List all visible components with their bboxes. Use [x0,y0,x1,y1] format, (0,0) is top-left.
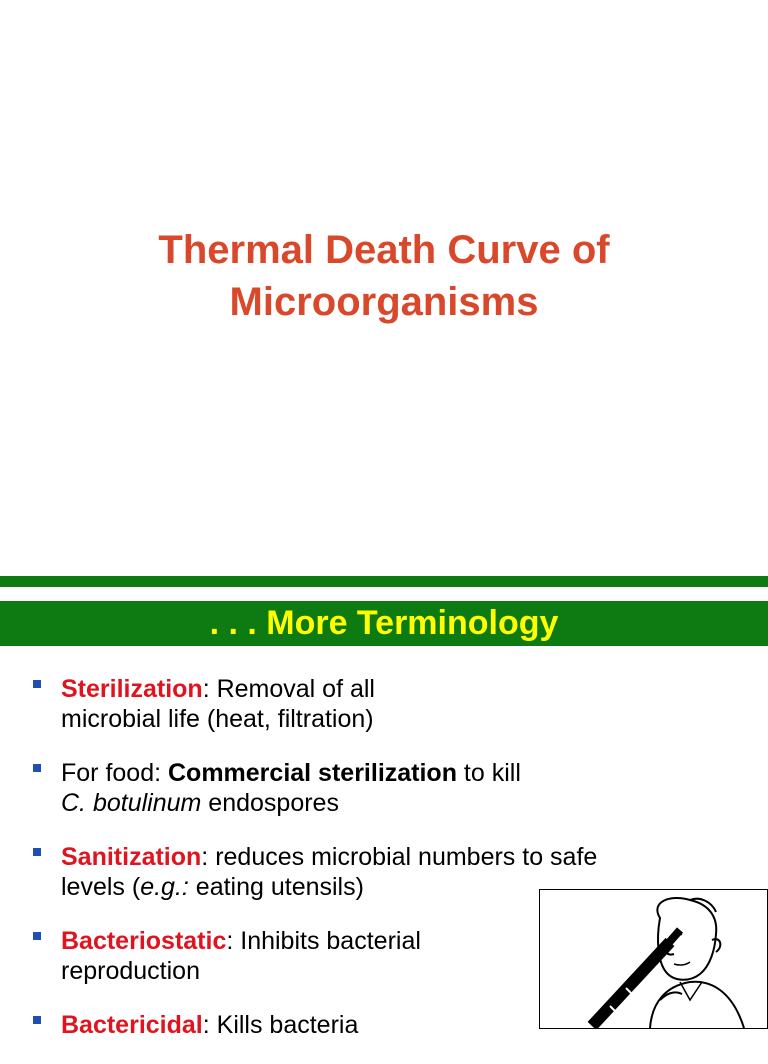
cartoon-man-with-telescope-illustration [539,889,768,1029]
term-sterilization: Sterilization [61,675,203,703]
slide-title [0,224,768,328]
list-item-commercial-sterilization [33,758,733,818]
definition-text: microbial life (heat, filtration) [61,705,374,733]
term-sanitization: Sanitization [61,843,202,871]
term-commercial-sterilization: Commercial sterilization [168,759,457,787]
definition-text: levels ( [61,873,141,901]
green-divider [0,576,768,587]
term-bactericidal: Bactericidal [61,1011,203,1039]
definition-text: eating utensils) [188,873,364,901]
organism-name: C. botulinum [61,789,202,817]
example-abbrev: e.g.: [140,873,189,901]
definition-text: reproduction [61,957,200,985]
terminology-header: . . . More Terminology [209,604,559,642]
definition-text: : Removal of all [202,675,375,703]
definition-text: : Inhibits bacterial [226,927,421,955]
definition-text: : reduces microbial numbers to safe [201,843,598,871]
definition-text: to kill [456,759,521,787]
bullet-square-icon [33,932,41,940]
term-bacteriostatic: Bacteriostatic [61,927,227,955]
cartoon-drawing [540,890,767,1028]
bullet-square-icon [33,680,41,688]
slide-title-line-1: Thermal Death Curve of [158,228,610,272]
bullet-square-icon [33,764,41,772]
definition-text: : Kills bacteria [202,1011,359,1039]
slide-title-line-2: Microorganisms [229,280,539,324]
terminology-header-bar [0,601,768,646]
definition-text: For food: [61,759,168,787]
definition-text: endospores [201,789,339,817]
bullet-square-icon [33,1016,41,1024]
list-item-sterilization [33,674,733,734]
bullet-square-icon [33,848,41,856]
